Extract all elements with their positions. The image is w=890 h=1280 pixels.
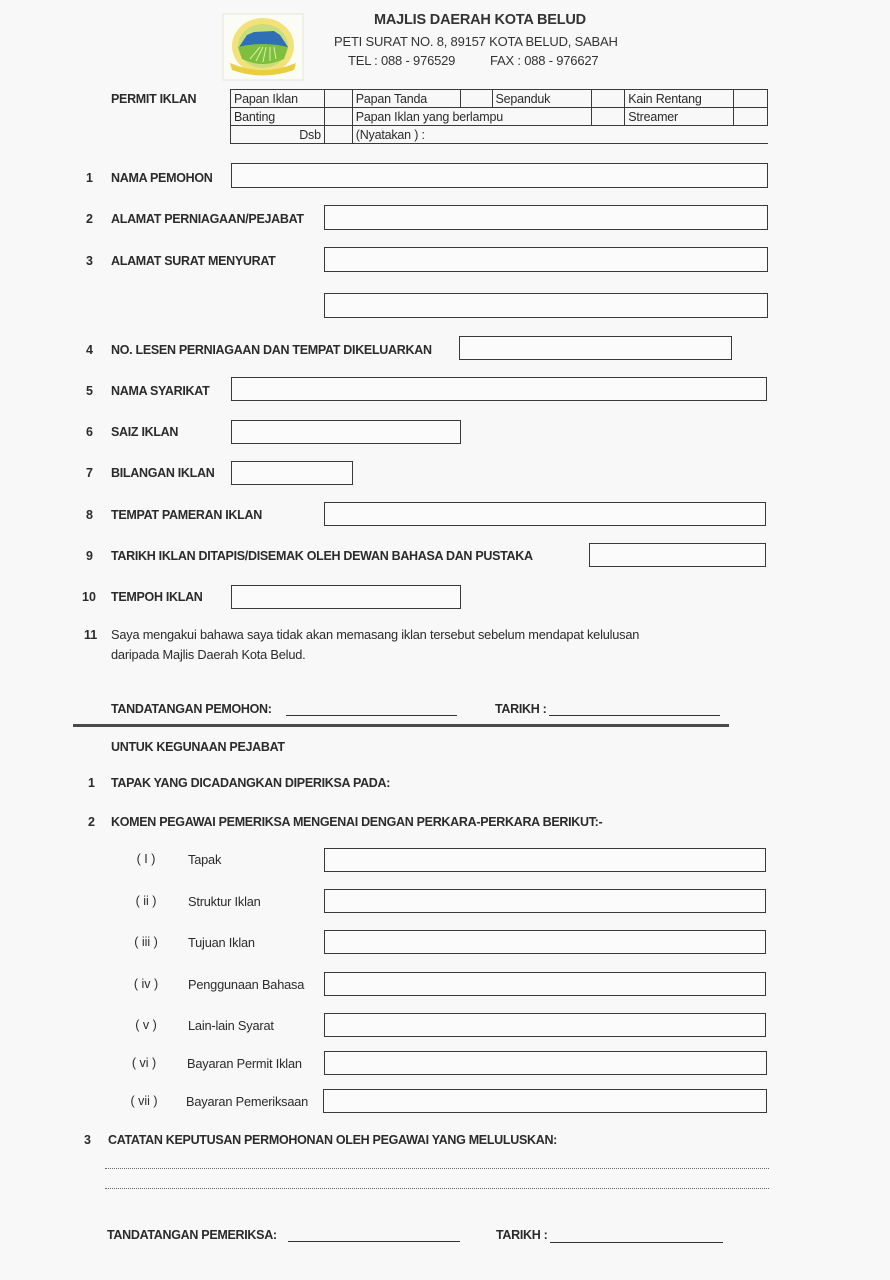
- comment-bayaran-pemeriksaan-input[interactable]: [323, 1089, 767, 1113]
- permit-checkbox-kain-rentang[interactable]: [734, 90, 768, 108]
- declaration-line-2: daripada Majlis Daerah Kota Belud.: [111, 647, 306, 662]
- comment-label: Tujuan Iklan: [188, 935, 255, 950]
- field-number: 4: [86, 343, 93, 357]
- declaration-number: 11: [84, 628, 98, 642]
- comment-lain-lain-input[interactable]: [324, 1013, 766, 1037]
- tempoh-iklan-input[interactable]: [231, 585, 461, 609]
- tempat-pameran-input[interactable]: [324, 502, 766, 526]
- office-item-number: 3: [84, 1133, 91, 1147]
- comment-roman: ( iii ): [134, 935, 158, 949]
- office-use-heading: UNTUK KEGUNAAN PEJABAT: [111, 740, 285, 754]
- comment-tujuan-input[interactable]: [324, 930, 766, 954]
- comment-label: Struktur Iklan: [188, 894, 261, 909]
- saiz-iklan-input[interactable]: [231, 420, 461, 444]
- comment-label: Bayaran Pemeriksaan: [186, 1094, 309, 1109]
- permit-checkbox-dsb[interactable]: [324, 126, 352, 144]
- permit-option-label: Kain Rentang: [625, 90, 734, 108]
- comment-roman: ( vii ): [130, 1094, 158, 1108]
- comment-struktur-input[interactable]: [324, 889, 766, 913]
- office-item-label: KOMEN PEGAWAI PEMERIKSA MENGENAI DENGAN PERKARA-PERKARA BERIKUT:-: [111, 815, 603, 829]
- permit-other-specify[interactable]: (Nyatakan ) :: [352, 126, 767, 144]
- applicant-date-line[interactable]: [549, 715, 720, 716]
- comment-label: Tapak: [188, 852, 222, 867]
- applicant-signature-line[interactable]: [286, 715, 457, 716]
- alamat-surat-menyurat-input-line2[interactable]: [324, 293, 768, 318]
- permit-row: [231, 90, 768, 108]
- council-name: MAJLIS DAERAH KOTA BELUD: [374, 12, 586, 28]
- applicant-signature-label: TANDATANGAN PEMOHON:: [111, 702, 272, 716]
- bilangan-iklan-input[interactable]: [231, 461, 353, 485]
- permit-option-label: Dsb: [231, 126, 325, 144]
- office-item-label: TAPAK YANG DICADANGKAN DIPERIKSA PADA:: [111, 776, 391, 790]
- comment-label: Penggunaan Bahasa: [188, 977, 305, 992]
- examiner-date-line[interactable]: [550, 1242, 723, 1243]
- field-label: TEMPOH IKLAN: [111, 590, 203, 604]
- field-number: 7: [86, 466, 93, 480]
- office-item-number: 1: [88, 776, 95, 790]
- permit-checkbox-banting[interactable]: [324, 108, 352, 126]
- field-number: 9: [86, 549, 93, 563]
- nama-syarikat-input[interactable]: [231, 377, 767, 401]
- field-label: BILANGAN IKLAN: [111, 466, 215, 480]
- comment-label: Lain-lain Syarat: [188, 1018, 274, 1033]
- comment-roman: ( iv ): [133, 977, 159, 991]
- field-label: NO. LESEN PERNIAGAAN DAN TEMPAT DIKELUARKAN: [111, 343, 432, 357]
- field-label: TARIKH IKLAN DITAPIS/DISEMAK OLEH DEWAN BAHASA DAN PUSTAKA: [111, 549, 533, 563]
- comment-bayaran-permit-input[interactable]: [324, 1051, 767, 1075]
- declaration-line-1: Saya mengakui bahawa saya tidak akan memasang iklan tersebut sebelum mendapat kelulusan: [111, 627, 640, 642]
- no-lesen-input[interactable]: [459, 336, 732, 360]
- field-number: 5: [86, 384, 93, 398]
- section-divider: [73, 724, 729, 727]
- permit-option-label: Papan Tanda: [352, 90, 460, 108]
- field-number: 2: [86, 212, 93, 226]
- permit-option-label: Banting: [231, 108, 325, 126]
- examiner-signature-label: TANDATANGAN PEMERIKSA:: [107, 1228, 277, 1242]
- field-label: NAMA PEMOHON: [111, 171, 213, 185]
- decision-notes-line[interactable]: [105, 1168, 769, 1169]
- examiner-signature-line[interactable]: [288, 1241, 460, 1242]
- permit-checkbox-sepanduk[interactable]: [592, 90, 625, 108]
- council-address: PETI SURAT NO. 8, 89157 KOTA BELUD, SABAH: [334, 34, 618, 49]
- field-number: 3: [86, 254, 93, 268]
- field-label: ALAMAT SURAT MENYURAT: [111, 254, 276, 268]
- council-fax: FAX : 088 - 976627: [490, 53, 599, 68]
- permit-row: [231, 108, 768, 126]
- applicant-date-label: TARIKH :: [495, 702, 547, 716]
- office-item-label: CATATAN KEPUTUSAN PERMOHONAN OLEH PEGAWAI YANG MELULUSKAN:: [108, 1133, 558, 1147]
- logo: [222, 13, 304, 81]
- permit-option-label: Papan Iklan yang berlampu: [352, 108, 592, 126]
- field-number: 8: [86, 508, 93, 522]
- field-label: SAIZ IKLAN: [111, 425, 179, 439]
- crest-icon: [222, 13, 304, 81]
- office-item-number: 2: [88, 815, 95, 829]
- permit-option-label: Sepanduk: [492, 90, 592, 108]
- comment-bahasa-input[interactable]: [324, 972, 766, 996]
- alamat-perniagaan-input[interactable]: [324, 205, 768, 230]
- permit-option-label: Streamer: [625, 108, 734, 126]
- examiner-date-label: TARIKH :: [496, 1228, 548, 1242]
- field-number: 10: [82, 590, 96, 604]
- comment-roman: ( vi ): [131, 1056, 157, 1070]
- permit-type-table: [230, 89, 768, 144]
- comment-roman: ( ii ): [135, 894, 157, 908]
- permit-checkbox-streamer[interactable]: [734, 108, 768, 126]
- permit-label: PERMIT IKLAN: [111, 92, 197, 106]
- field-label: TEMPAT PAMERAN IKLAN: [111, 508, 262, 522]
- comment-roman: ( v ): [135, 1018, 157, 1032]
- permit-checkbox-papan-iklan-berlampu[interactable]: [592, 108, 625, 126]
- permit-checkbox-papan-iklan[interactable]: [324, 90, 352, 108]
- nama-pemohon-input[interactable]: [231, 163, 768, 188]
- permit-row: [231, 126, 768, 144]
- council-tel: TEL : 088 - 976529: [348, 53, 456, 68]
- tarikh-ditapis-input[interactable]: [589, 543, 766, 567]
- permit-checkbox-papan-tanda[interactable]: [460, 90, 492, 108]
- field-label: NAMA SYARIKAT: [111, 384, 210, 398]
- field-label: ALAMAT PERNIAGAAN/PEJABAT: [111, 212, 304, 226]
- decision-notes-line[interactable]: [105, 1188, 769, 1189]
- alamat-surat-menyurat-input[interactable]: [324, 247, 768, 272]
- comment-label: Bayaran Permit Iklan: [187, 1056, 302, 1071]
- permit-option-label: Papan Iklan: [231, 90, 325, 108]
- comment-tapak-input[interactable]: [324, 848, 766, 872]
- comment-roman: ( I ): [136, 852, 156, 866]
- field-number: 1: [86, 171, 93, 185]
- field-number: 6: [86, 425, 93, 439]
